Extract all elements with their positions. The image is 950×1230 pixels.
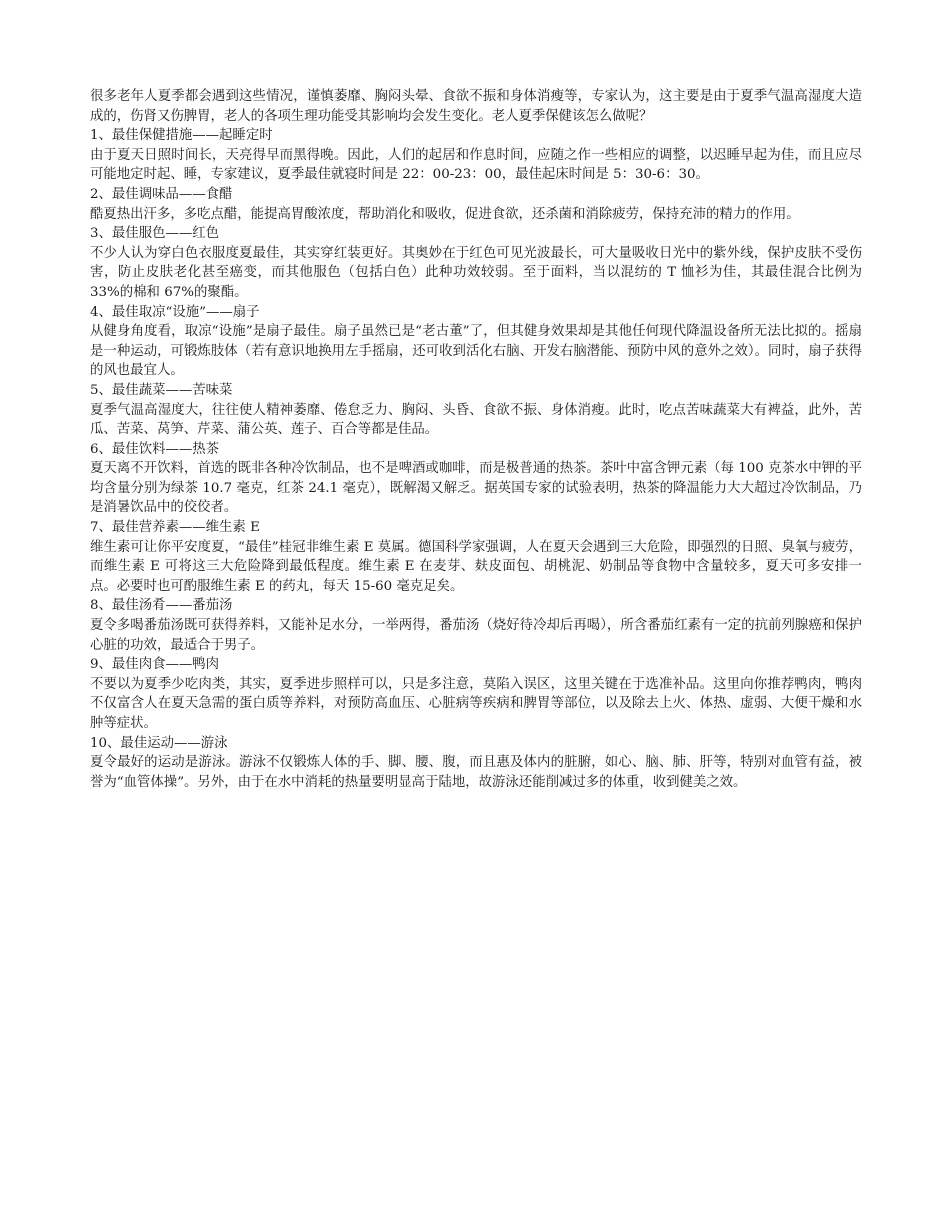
section-heading-3: 3、最佳服色——红色 — [90, 226, 220, 242]
section-body-3: 不少人认为穿白色衣服度夏最佳，其实穿红装更好。其奥妙在于红色可见光波最长，可大量吸收日光中的紫外线，保护皮肤不受伤害，防止皮肤老化甚至癌变，而其他服色（包括白色）此种功效较弱。至于面料，当以混纺的 T 恤衫为佳，其最佳混合比例为 33%的棉和 67%的聚酯。 — [90, 245, 862, 300]
section-heading-1: 1、最佳保健措施——起睡定时 — [90, 128, 273, 144]
section-heading-5: 5、最佳蔬菜——苦味菜 — [90, 382, 233, 398]
intro-paragraph: 很多老年人夏季都会遇到这些情况，谨慎萎靡、胸闷头晕、食欲不振和身体消瘦等，专家认为，这主要是由于夏季气温高湿度大造成的，伤肾又伤脾胃，老人的各项生理功能受其影响均会发生变化。老人夏季保健该怎么做呢？ — [90, 89, 862, 124]
section-heading-8: 8、最佳汤肴——番茄汤 — [90, 598, 233, 614]
section-body-9: 不要以为夏季少吃肉类，其实，夏季进步照样可以，只是多注意，莫陷入误区，这里关键在于选准补品。这里向你推荐鸭肉，鸭肉不仅富含人在夏天急需的蛋白质等养料，对预防高血压、心脏病等疾病和脾胃等部位，以及除去上火、体热、虚弱、大便干燥和水肿等症状。 — [90, 676, 862, 731]
section-body-5: 夏季气温高湿度大，往往使人精神萎靡、倦怠乏力、胸闷、头昏、食欲不振、身体消瘦。此时，吃点苦味蔬菜大有裨益，此外，苦瓜、苦菜、莴笋、芹菜、蒲公英、莲子、百合等都是佳品。 — [90, 402, 862, 438]
section-heading-9: 9、最佳肉食——鸭肉 — [90, 657, 220, 673]
section-body-10: 夏令最好的运动是游泳。游泳不仅锻炼人体的手、脚、腰、腹，而且惠及体内的脏腑，如心、脑、肺、肝等，特别对血管有益，被誉为“血管体操”。另外，由于在水中消耗的热量要明显高于陆地，故游泳还能削减过多的体重，收到健美之效。 — [90, 755, 862, 790]
section-heading-2: 2、最佳调味品——食醋 — [90, 186, 233, 202]
section-heading-4: 4、最佳取凉“设施”——扇子 — [90, 304, 260, 320]
section-body-7: 维生素可让你平安度夏，“最佳”桂冠非维生素 E 莫属。德国科学家强调，人在夏天会遇到三大危险，即强烈的日照、臭氧与疲劳，而维生素 E 可将这三大危险降到最低程度。维生素 E 在麦芽、麸皮面包、胡桃泥、奶制品等食物中含量较多，夏天可多安排一点。必要时也可酌服维生素 E 的药丸，每天 15-60 毫克足矣。 — [90, 539, 862, 594]
section-body-8: 夏令多喝番茄汤既可获得养料，又能补足水分，一举两得，番茄汤（烧好待冷却后再喝），所含番茄红素有一定的抗前列腺癌和保护心脏的功效，最适合于男子。 — [90, 618, 862, 653]
section-body-6: 夏天离不开饮料，首选的既非各种冷饮制品，也不是啤酒或咖啡，而是极普通的热茶。茶叶中富含钾元素（每 100 克茶水中钾的平均含量分别为绿茶 10.7 毫克，红茶 24.1 毫克），既解渴又解乏。据英国专家的试验表明，热茶的降温能力大大超过冷饮制品，乃是消暑饮品中的佼佼者。 — [90, 461, 862, 516]
section-heading-6: 6、最佳饮料——热茶 — [90, 441, 220, 457]
section-heading-10: 10、最佳运动——游泳 — [90, 735, 228, 751]
document-page — [90, 87, 862, 792]
section-body-1: 由于夏天日照时间长，天亮得早而黑得晚。因此，人们的起居和作息时间，应随之作一些相应的调整，以迟睡早起为佳，而且应尽可能地定时起、睡，专家建议，夏季最佳就寝时间是 22：00-23：00，最佳起床时间是 5：30-6：30。 — [90, 147, 862, 183]
section-body-2: 酷夏热出汗多，多吃点醋，能提高胃酸浓度，帮助消化和吸收，促进食欲，还杀菌和消除疲劳，保持充沛的精力的作用。 — [90, 206, 800, 222]
section-body-4: 从健身角度看，取凉“设施”是扇子最佳。扇子虽然已是“老古董”了，但其健身效果却是其他任何现代降温设备所无法比拟的。摇扇是一种运动，可锻炼肢体（若有意识地换用左手摇扇，还可收到活化右脑、开发右脑潜能、预防中风的意外之效）。同时，扇子获得的风也最宜人。 — [90, 324, 862, 379]
section-heading-7: 7、最佳营养素——维生素 E — [90, 520, 260, 536]
